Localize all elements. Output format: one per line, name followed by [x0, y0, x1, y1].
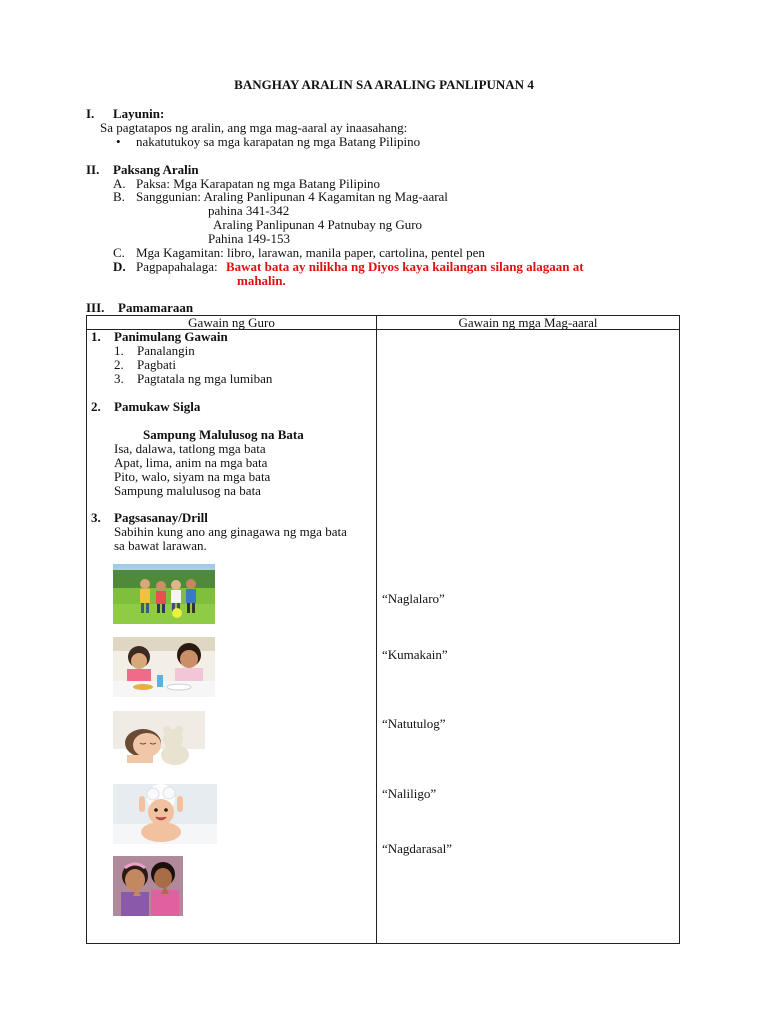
item1-sub1-number: 1. — [114, 343, 124, 358]
section2-a-text: Paksa: Mga Karapatan ng mga Batang Pilipino — [136, 176, 381, 191]
answer-1: “Naglalaro” — [382, 591, 445, 606]
section2-d-text: Pagpapahalaga: — [136, 259, 218, 274]
item1-sub3-number: 3. — [114, 371, 124, 386]
section3-heading: Pamamaraan — [118, 300, 194, 315]
section2-b-line3: Araling Panlipunan 4 Patnubay ng Guro — [213, 217, 423, 232]
values-statement-line2: mahalin. — [237, 273, 286, 288]
section2-b-line4: Pahina 149-153 — [208, 231, 290, 246]
procedure-table — [86, 315, 680, 944]
answer-5: “Nagdarasal” — [382, 841, 453, 856]
child-sleeping-photo — [113, 711, 205, 771]
item1-sub2: Pagbati — [137, 357, 176, 372]
section2-number: II. — [86, 162, 100, 177]
teacher-activities — [87, 330, 376, 943]
item1-number: 1. — [91, 329, 101, 344]
item2-number: 2. — [91, 399, 101, 414]
student-activities — [377, 330, 679, 943]
section1-number: I. — [86, 106, 95, 121]
column-header-teacher: Gawain ng Guro — [87, 316, 377, 330]
section2-heading: Paksang Aralin — [113, 162, 199, 177]
item1-sub3: Pagtatala ng mga lumiban — [137, 371, 273, 386]
teacher-activities-cell — [87, 330, 377, 944]
section2-b-line2: pahina 341-342 — [208, 203, 290, 218]
item3-instruction-line1: Sabihin kung ano ang ginagawa ng mga bata — [114, 524, 347, 539]
values-statement-line1: Bawat bata ay nilikha ng Diyos kaya kailangan silang alagaan at — [226, 259, 584, 274]
page-title: BANGHAY ARALIN SA ARALING PANLIPUNAN 4 — [234, 77, 534, 92]
item3-heading: Pagsasanay/Drill — [114, 510, 208, 525]
answer-3: “Natutulog” — [382, 716, 446, 731]
item1-heading: Panimulang Gawain — [114, 329, 228, 344]
section2-d-label: D. — [113, 259, 126, 274]
answer-2: “Kumakain” — [382, 647, 448, 662]
item1-sub1: Panalangin — [137, 343, 195, 358]
song-title: Sampung Malulusog na Bata — [143, 427, 304, 442]
section2-c-label: C. — [113, 245, 125, 260]
song-line-3: Pito, walo, siyam na mga bata — [114, 469, 271, 484]
section1-bullet: nakatutukoy sa mga karapatan ng mga Batang Pilipino — [136, 134, 421, 149]
section2-b-label: B. — [113, 189, 125, 204]
children-eating-photo — [113, 637, 215, 697]
item3-number: 3. — [91, 510, 101, 525]
bullet-icon: • — [116, 134, 121, 149]
answer-4: “Naliligo” — [382, 786, 437, 801]
section2-a-label: A. — [113, 176, 126, 191]
children-playing-photo — [113, 564, 215, 624]
item2-heading: Pamukaw Sigla — [114, 399, 201, 414]
column-header-students: Gawain ng mga Mag-aaral — [377, 316, 680, 330]
child-bathing-photo — [113, 784, 217, 844]
children-praying-photo — [113, 856, 183, 916]
item1-sub2-number: 2. — [114, 357, 124, 372]
section3-number: III. — [86, 300, 105, 315]
student-activities-cell — [377, 330, 680, 944]
song-line-4: Sampung malulusog na bata — [114, 483, 261, 498]
item3-instruction-line2: sa bawat larawan. — [114, 538, 207, 553]
section1-heading: Layunin: — [113, 106, 165, 121]
song-line-2: Apat, lima, anim na mga bata — [114, 455, 268, 470]
section2-c-text: Mga Kagamitan: libro, larawan, manila paper, cartolina, pentel pen — [136, 245, 485, 260]
section1-intro: Sa pagtatapos ng aralin, ang mga mag-aaral ay inaasahang: — [100, 120, 408, 135]
song-line-1: Isa, dalawa, tatlong mga bata — [114, 441, 266, 456]
section2-b-text: Sanggunian: Araling Panlipunan 4 Kagamitan ng Mag-aaral — [136, 189, 448, 204]
